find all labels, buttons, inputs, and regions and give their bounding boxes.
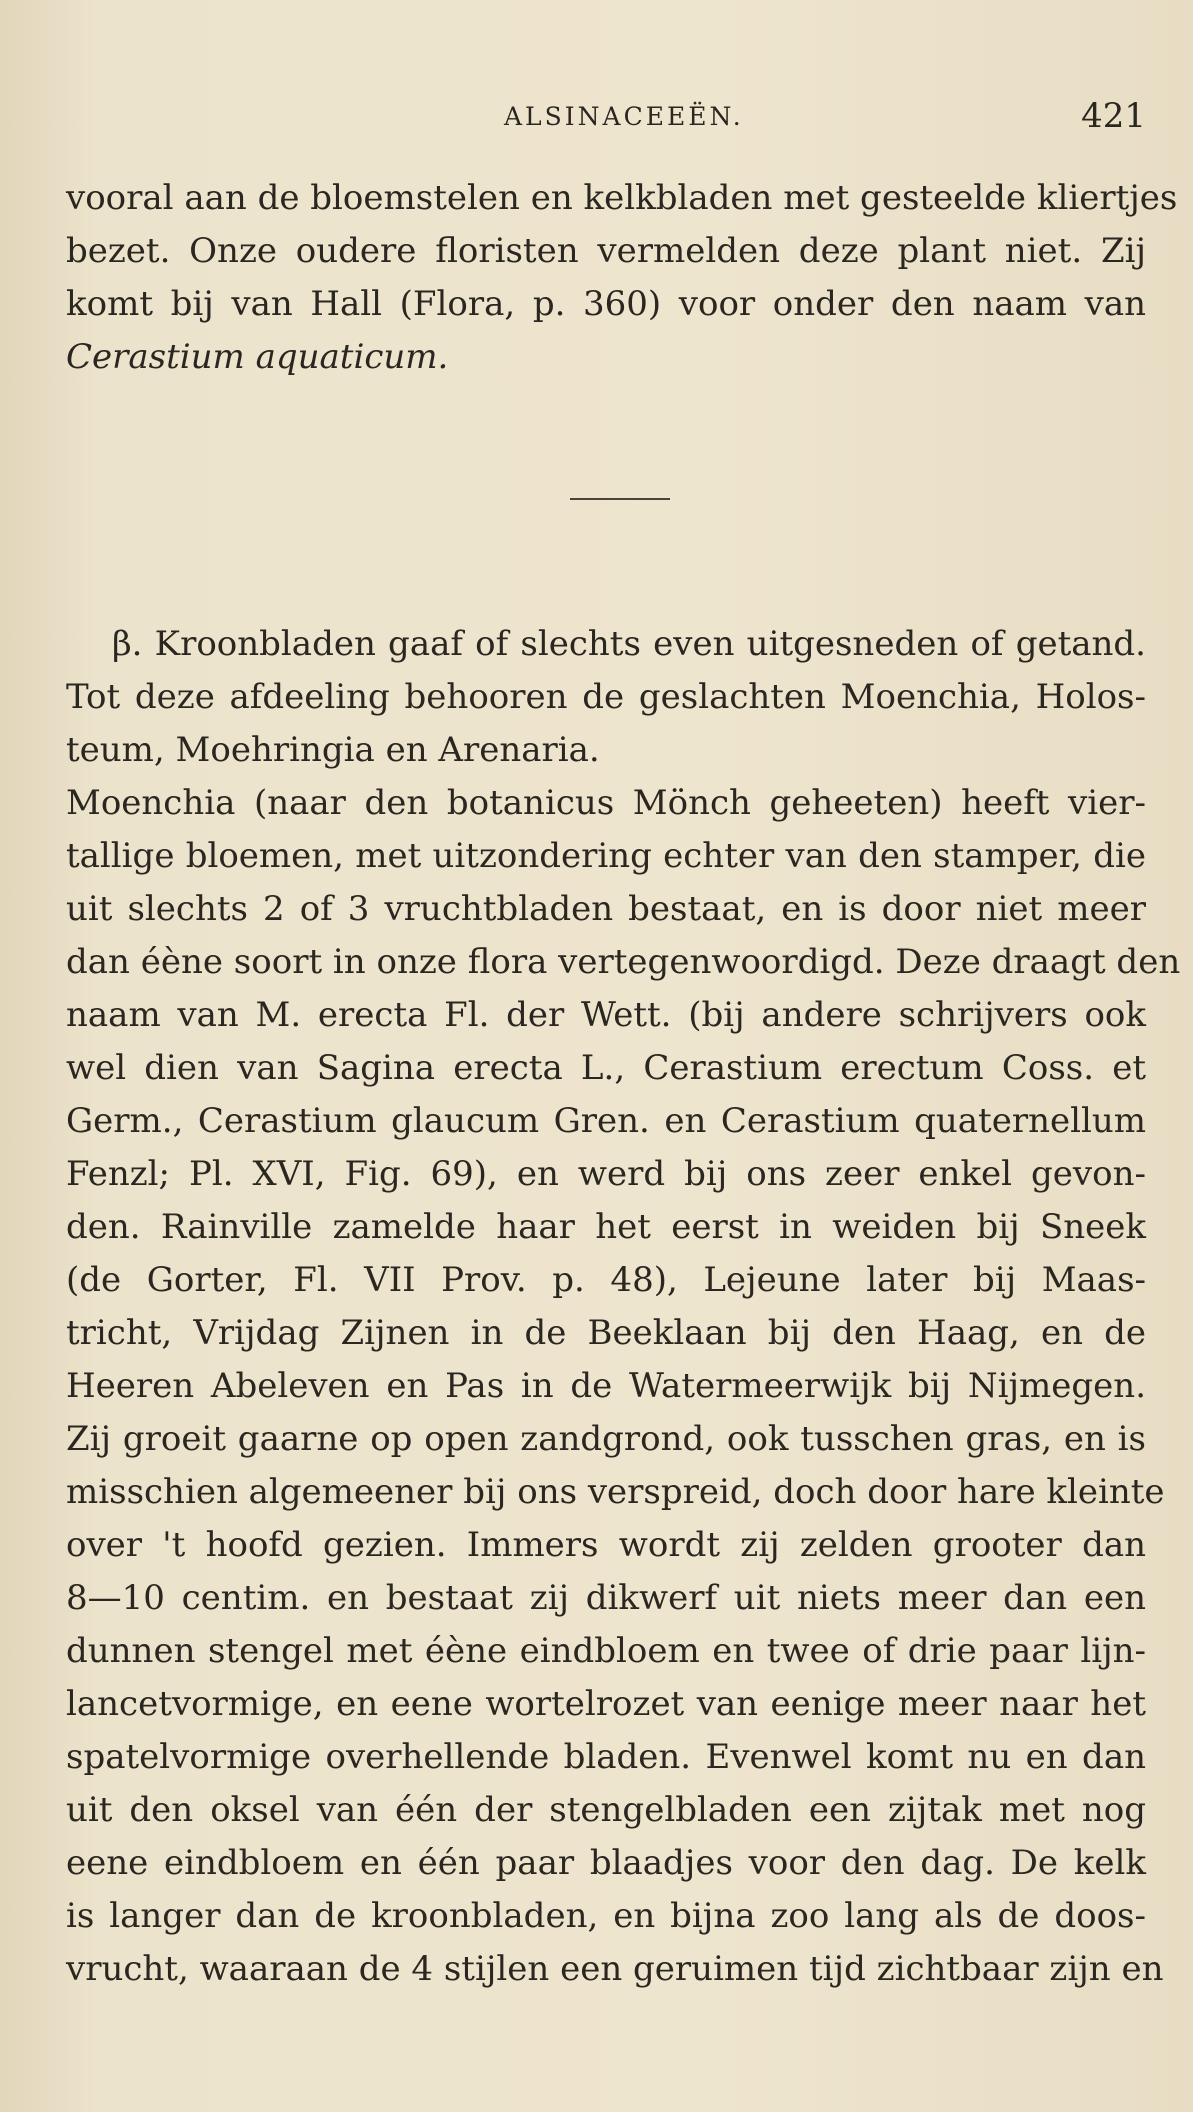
text-line: Germ., Cerastium glaucum Gren. en Cerastium quaternellum — [66, 1101, 1146, 1141]
text-line: 8—10 centim. en bestaat zij dikwerf uit niets meer dan een — [66, 1578, 1146, 1618]
text-line: is langer dan de kroonbladen, en bijna zoo lang als de doos- — [66, 1896, 1146, 1936]
text-line: uit slechts 2 of 3 vruchtbladen bestaat, en is door niet meer — [66, 889, 1146, 929]
text-line: Zij groeit gaarne op open zandgrond, ook tusschen gras, en is — [66, 1419, 1146, 1459]
text-line: dan éène soort in onze flora vertegenwoordigd. Deze draagt den — [66, 942, 1181, 982]
text-line: lancetvormige, en eene wortelrozet van eenige meer naar het — [66, 1684, 1146, 1724]
text-line: vrucht, waaraan de 4 stijlen een geruimen tijd zichtbaar zijn en — [66, 1949, 1164, 1989]
running-head: ALSINACEEËN. — [504, 102, 744, 131]
text-line: uit den oksel van één der stengelbladen een zijtak met nog — [66, 1790, 1146, 1830]
text-line: teum, Moehringia en Arenaria. — [66, 730, 600, 770]
text-line: spatelvormige overhellende bladen. Evenwel komt nu en dan — [66, 1737, 1146, 1777]
text-line: (de Gorter, Fl. VII Prov. p. 48), Lejeune later bij Maas- — [66, 1260, 1146, 1300]
text-line: β. Kroonbladen gaaf of slechts even uitgesneden of getand. — [112, 624, 1146, 664]
page-header — [66, 96, 1146, 140]
text-line: vooral aan de bloemstelen en kelkbladen met gesteelde kliertjes — [66, 178, 1178, 218]
text-line: naam van M. erecta Fl. der Wett. (bij andere schrijvers ook — [66, 995, 1146, 1035]
page-number: 421 — [1081, 96, 1146, 136]
text-line: wel dien van Sagina erecta L., Cerastium erectum Coss. et — [66, 1048, 1146, 1088]
paragraph-cerastium — [66, 172, 1178, 384]
text-line: Cerastium aquaticum. — [66, 337, 449, 377]
text-line: Moenchia (naar den botanicus Mönch geheeten) heeft vier- — [66, 783, 1146, 823]
text-line: eene eindbloem en één paar blaadjes voor den dag. De kelk — [66, 1843, 1146, 1883]
text-line: bezet. Onze oudere floristen vermelden deze plant niet. Zij — [66, 231, 1146, 271]
text-line: Tot deze afdeeling behooren de geslachten Moenchia, Holos- — [66, 677, 1146, 717]
text-line: misschien algemeener bij ons verspreid, doch door hare kleinte — [66, 1472, 1165, 1512]
section-divider — [570, 498, 670, 500]
text-line: Heeren Abeleven en Pas in de Watermeerwijk bij Nijmegen. — [66, 1366, 1146, 1406]
text-line: tallige bloemen, met uitzondering echter van den stamper, die — [66, 836, 1146, 876]
text-line: komt bij van Hall (Flora, p. 360) voor onder den naam van — [66, 284, 1146, 324]
text-line: den. Rainville zamelde haar het eerst in weiden bij Sneek — [66, 1207, 1146, 1247]
text-line: Fenzl; Pl. XVI, Fig. 69), en werd bij ons zeer enkel gevon- — [66, 1154, 1146, 1194]
text-line: tricht, Vrijdag Zijnen in de Beeklaan bij den Haag, en de — [66, 1313, 1146, 1353]
text-line: over 't hoofd gezien. Immers wordt zij zelden grooter dan — [66, 1525, 1146, 1565]
text-line: dunnen stengel met éène eindbloem en twee of drie paar lijn- — [66, 1631, 1146, 1671]
paragraph-moenchia — [66, 618, 1181, 1996]
